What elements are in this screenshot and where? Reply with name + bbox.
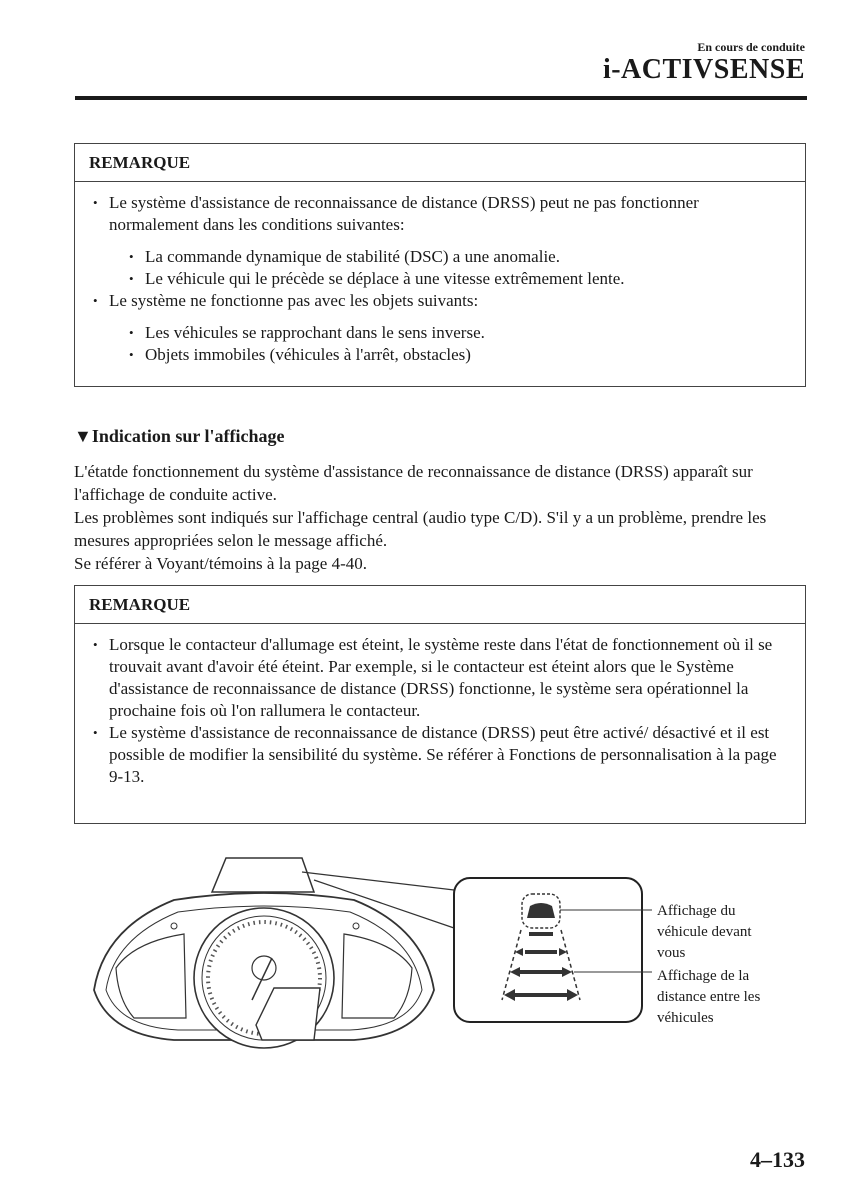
note-subitem-text: Objets immobiles (véhicules à l'arrêt, obstacles) — [145, 345, 471, 364]
active-driving-display — [212, 858, 314, 892]
bullet-icon: • — [129, 347, 134, 362]
cluster-illustration — [74, 850, 654, 1050]
section-title: Indication sur l'affichage — [91, 426, 285, 446]
body-paragraph: Les problèmes sont indiqués sur l'affichage central (audio type C/D). S'il y a un problème, prendre les mesures appropriées selon le message affiché. — [74, 508, 767, 550]
instrument-cluster-figure — [74, 850, 809, 1050]
callout-vehicle-display — [657, 901, 752, 964]
note-item — [91, 634, 791, 722]
distance-bar — [515, 993, 567, 997]
zoom-leader-line — [302, 872, 454, 890]
callout-line: véhicule devant — [657, 924, 752, 940]
body-paragraph: Se référer à Voyant/témoins à la page 4-40. — [74, 554, 367, 573]
triangle-marker-icon: ▼ — [74, 426, 92, 446]
bullet-icon: • — [129, 271, 134, 286]
note-subitem-text: Le véhicule qui le précède se déplace à une vitesse extrêmement lente. — [145, 269, 625, 288]
note-item-text: Le système ne fonctionne pas avec les objets suivants: — [109, 291, 479, 310]
note-heading: REMARQUE — [75, 144, 805, 182]
note-body — [75, 182, 805, 378]
distance-bar — [529, 932, 553, 936]
page-number: 4–133 — [750, 1147, 805, 1172]
note-item — [91, 722, 791, 788]
note-subitem-text: La commande dynamique de stabilité (DSC) a une anomalie. — [145, 247, 560, 266]
body-paragraph: L'étatde fonctionnement du système d'assistance de reconnaissance de distance (DRSS) apparaît sur l'affichage de conduite active. — [74, 462, 753, 504]
callout-distance-display — [657, 966, 760, 1029]
header-title: i-ACTIVSENSE — [602, 54, 805, 85]
bullet-icon: • — [93, 725, 98, 740]
bullet-icon: • — [93, 293, 98, 308]
callout-line: Affichage du — [657, 903, 736, 919]
note-item — [91, 290, 791, 366]
note-subitem — [127, 246, 791, 268]
bullet-icon: • — [129, 325, 134, 340]
note-item-text: Le système d'assistance de reconnaissance de distance (DRSS) peut être activé/ désactivé et il est possible de modifier la sensibilité du système. Se référer à Fonctions de personnalisation à la page 9-13. — [109, 723, 777, 786]
note-body — [75, 624, 805, 800]
header-section-label: En cours de conduite — [697, 40, 805, 54]
note-item — [91, 192, 791, 290]
distance-bar — [520, 970, 562, 974]
note-item-text: Le système d'assistance de reconnaissance de distance (DRSS) peut ne pas fonctionner normalement dans les conditions suivantes: — [109, 193, 699, 234]
note-subitem — [127, 268, 791, 290]
header-rule — [75, 96, 807, 100]
note-subitem-text: Les véhicules se rapprochant dans le sens inverse. — [145, 323, 485, 342]
section-heading — [74, 426, 285, 447]
note-box-2 — [74, 585, 806, 824]
note-item-text: Lorsque le contacteur d'allumage est éteint, le système reste dans l'état de fonctionnement où il se trouvait avant d'avoir été éteint. Par exemple, si le contacteur est éteint alors que le Système d'assistance de reconnaissance de distance (DRSS) fonctionne, le système sera opérationnel la prochaine fois où l'on rallumera le contacteur. — [109, 635, 773, 720]
bullet-icon: • — [93, 195, 98, 210]
note-subitem — [127, 322, 791, 344]
bullet-icon: • — [93, 637, 98, 652]
note-box-1 — [74, 143, 806, 387]
bullet-icon: • — [129, 249, 134, 264]
callout-line: Affichage de la — [657, 968, 750, 984]
distance-bar — [525, 950, 557, 954]
callout-line: vous — [657, 945, 686, 961]
note-heading: REMARQUE — [75, 586, 805, 624]
callout-line: véhicules — [657, 1010, 714, 1026]
note-subitem — [127, 344, 791, 366]
section-body — [74, 460, 804, 575]
callout-line: distance entre les — [657, 989, 761, 1005]
